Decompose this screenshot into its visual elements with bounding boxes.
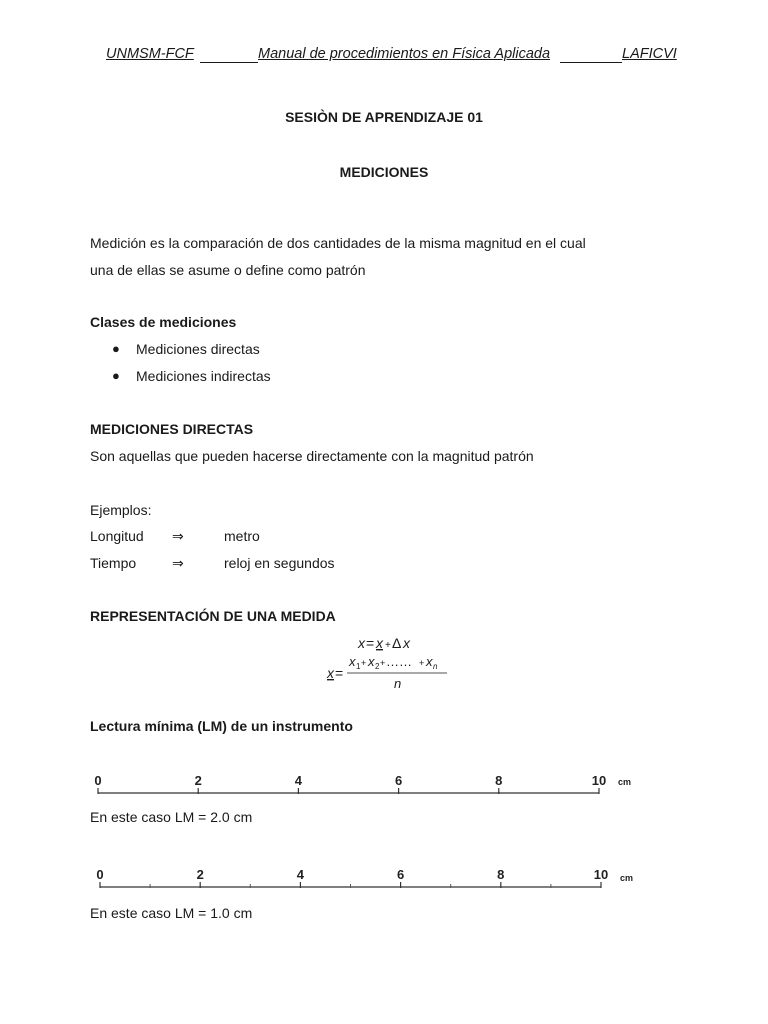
ruler-tick-label: 10 xyxy=(591,773,607,788)
svg-text:2: 2 xyxy=(375,662,380,671)
svg-text:x: x xyxy=(349,654,356,669)
ruler-tick-label: 2 xyxy=(194,773,202,788)
ruler-1 xyxy=(86,770,646,806)
implies-arrow-icon: ⇒ xyxy=(172,528,184,544)
ruler-1-caption: En este caso LM = 2.0 cm xyxy=(90,809,253,825)
implies-arrow-icon: ⇒ xyxy=(172,555,184,571)
svg-text:=: = xyxy=(366,635,375,651)
list-item: Mediciones directas xyxy=(136,341,260,357)
svg-text:x: x xyxy=(426,654,433,669)
ruler-tick-label: 6 xyxy=(394,773,403,788)
ruler-tick-label: 4 xyxy=(294,773,303,788)
svg-text:+: + xyxy=(419,658,425,668)
direct-text: Son aquellas que pueden hacerse directamente con la magnitud patrón xyxy=(90,448,534,464)
svg-text:x: x xyxy=(376,635,383,651)
classes-heading: Clases de mediciones xyxy=(90,314,237,330)
direct-heading: MEDICIONES DIRECTAS xyxy=(90,421,254,437)
definition-line-1: Medición es la comparación de dos cantidades de la misma magnitud en el cual xyxy=(90,235,586,251)
ruler-tick-label: 0 xyxy=(94,773,102,788)
header-underline-gap xyxy=(200,62,258,63)
svg-text:x: x xyxy=(358,635,365,651)
svg-text:+: + xyxy=(380,658,386,668)
header-right: LAFICVI xyxy=(622,46,677,62)
svg-text:x: x xyxy=(327,665,334,681)
ruler-2-caption: En este caso LM = 1.0 cm xyxy=(90,905,253,921)
example-unit: metro xyxy=(224,528,260,544)
ruler-tick-label: 4 xyxy=(296,867,305,882)
bullet-icon: ● xyxy=(112,368,120,383)
example-quantity: Tiempo xyxy=(90,555,137,571)
svg-text:+: + xyxy=(361,658,367,668)
list-item: Mediciones indirectas xyxy=(136,368,271,384)
svg-text:=: = xyxy=(335,665,344,681)
ruler-2 xyxy=(88,866,648,902)
svg-text:x: x xyxy=(403,635,410,651)
ruler-tick-label: 6 xyxy=(396,867,405,882)
header-center: Manual de procedimientos en Física Aplicada xyxy=(258,46,551,62)
ruler-tick-label: 8 xyxy=(495,773,503,788)
ruler-unit: cm xyxy=(620,873,634,883)
representation-heading: REPRESENTACIÓN DE UNA MEDIDA xyxy=(90,608,336,624)
svg-text:n: n xyxy=(433,662,438,671)
topic-title: MEDICIONES xyxy=(339,164,429,180)
header-underline-gap-2 xyxy=(560,62,622,63)
measurement-formula xyxy=(320,632,460,692)
ruler-tick-label: 2 xyxy=(196,867,204,882)
examples-label: Ejemplos: xyxy=(90,502,152,518)
example-unit: reloj en segundos xyxy=(224,555,335,571)
svg-text:x: x xyxy=(368,654,375,669)
svg-text:……: …… xyxy=(386,654,412,669)
example-quantity: Longitud xyxy=(90,528,144,544)
ruler-tick-label: 0 xyxy=(96,867,104,882)
svg-text:1: 1 xyxy=(356,662,361,671)
ruler-tick-label: 8 xyxy=(497,867,505,882)
definition-line-2: una de ellas se asume o define como patrón xyxy=(90,262,366,278)
svg-text:n: n xyxy=(394,676,402,691)
header-left: UNMSM-FCF xyxy=(106,46,194,62)
ruler-tick-label: 10 xyxy=(593,867,609,882)
svg-text:Δ: Δ xyxy=(392,635,402,651)
svg-text:+: + xyxy=(385,640,391,651)
session-title: SESIÒN DE APRENDIZAJE 01 xyxy=(285,109,483,125)
least-count-heading: Lectura mínima (LM) de un instrumento xyxy=(90,718,353,734)
bullet-icon: ● xyxy=(112,341,120,356)
ruler-unit: cm xyxy=(618,777,632,787)
